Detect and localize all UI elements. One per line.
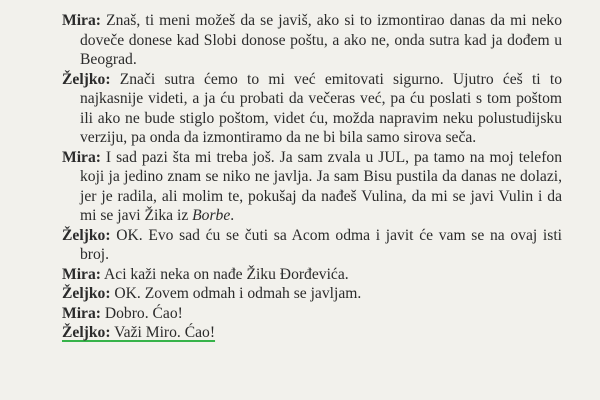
speaker-label: Željko: [62, 324, 111, 341]
utterance-text: Znači sutra ćemo to mi već emitovati sigurno. Ujutro ćeš ti to najkasnije videti, a ja ću probati da večeras već, pa ću poslati s tom poštom ili ako ne bude stiglo poštom, videt ću, možda napravim neku polustudijsku verziju, pa onda da izmontiramo da ne bi bila samo sirova seča. [80, 70, 562, 146]
utterance-text: Važi Miro. Ćao! [110, 324, 216, 341]
speaker-label: Mira: [62, 12, 101, 29]
dialogue-line-mira-2 [62, 148, 562, 226]
speaker-label: Mira: [62, 304, 101, 322]
dialogue-line-zeljko-1 [62, 70, 562, 148]
dialogue-line-zeljko-4 [62, 323, 562, 343]
dialogue-line-mira-3 [62, 265, 562, 285]
utterance-text-end: . [230, 207, 235, 224]
speaker-label: Željko: [62, 70, 111, 88]
utterance-text: OK. Evo sad ću se čuti sa Acom odma i javit će vam se na ovaj isti broj. [80, 226, 562, 263]
speaker-label: Mira: [62, 148, 101, 166]
highlighted-line [62, 324, 215, 341]
utterance-text: Znaš, ti meni možeš da se javiš, ako si to izmontirao danas da mi neko doveče donese kad Slobi donose poštu, a ako ne, onda sutra kad ja dođem u Beograd. [80, 12, 562, 68]
utterance-text: Dobro. Ćao! [100, 304, 183, 322]
utterance-text: Aci kaži neka on nađe Žiku Đorđevića. [100, 265, 349, 283]
speaker-label: Mira: [62, 265, 101, 283]
utterance-text: OK. Zovem odmah i odmah se javljam. [110, 285, 362, 302]
speaker-label: Željko: [62, 285, 111, 302]
dialogue-line-mira-1 [62, 11, 562, 70]
dialogue-line-zeljko-2 [62, 226, 562, 265]
speaker-label: Željko: [62, 226, 111, 244]
dialogue-line-zeljko-3 [62, 284, 562, 304]
newspaper-name: Borbe [192, 207, 231, 224]
utterance-text: I sad pazi šta mi treba još. Ja sam zvala u JUL, pa tamo na moj telefon koji ja jedino znam se niko ne javlja. Ja sam Bisu pustila da danas ne dolazi, jer je radila, ali molim te, pokušaj da nađeš Vulina, da mi se javi Vulin i da mi se javi Žika iz [80, 148, 562, 224]
dialogue-line-mira-4 [62, 304, 562, 324]
